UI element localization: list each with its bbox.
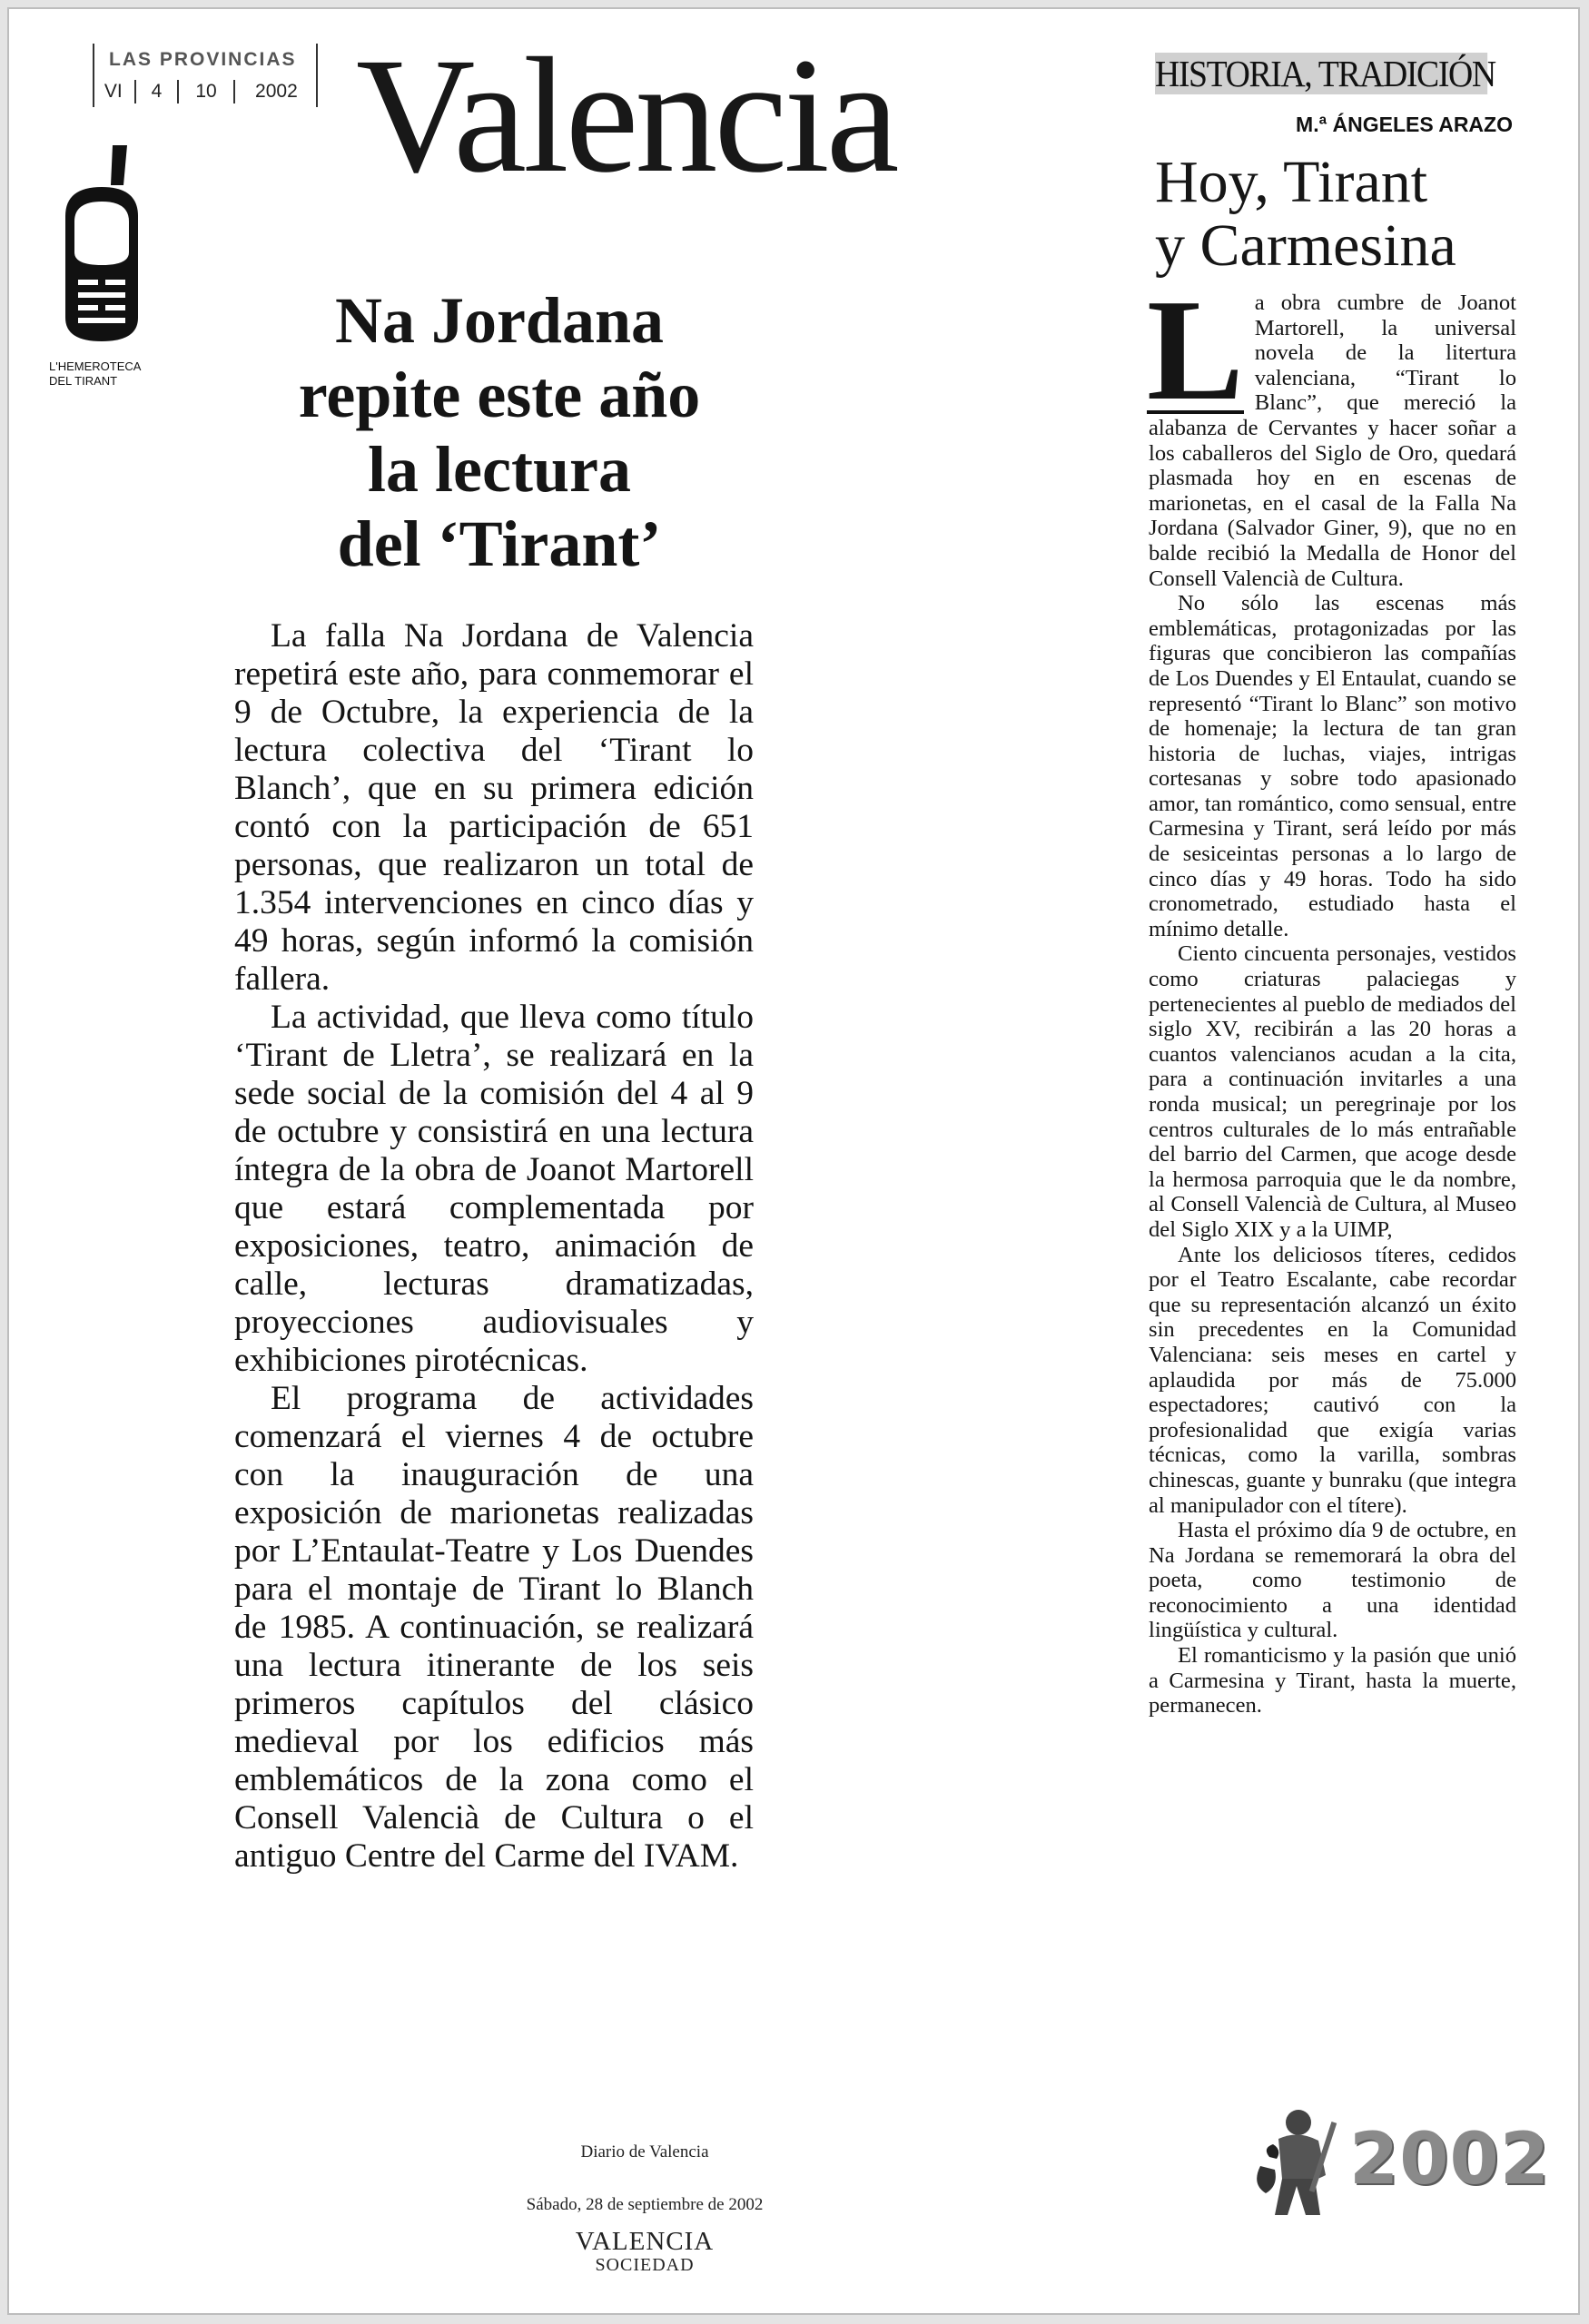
right-article-body	[1147, 269, 1516, 1718]
article-paragraph: No sólo las escenas más emblemáticas, protagonizadas por las figuras que concibieron las compañías de Los Duendes y El Entaulat, cuando se representó “Tirant lo Blanc” son motivo de homenaje; la lectura de tan gran historia de luchas, viajes, intrigas cortesanas y sobre todo apasionado amor, tan romántico, como sensual, entre Carmesina y Tirant, será leído por más de sesiceintas personas a lo largo de cinco días y 49 horas. Todo ha sido cronometrado, estudiado hasta el mínimo detalle.	[1149, 591, 1516, 941]
headline-line: repite este año	[298, 359, 701, 431]
article-paragraph: Ante los deliciosos títeres, cedidos por el Teatro Escalante, cabe recordar que su representación alcanzó un éxito sin precedentes en la Comunidad Valenciana: seis meses en cartel y aplaudida por más de 75.000 espectadores; cautivó con la profesionalidad que exigía varias técnicas, como la varilla, sombras chinescas, guante y bunraku (que integra al manipulador con el títere).	[1149, 1242, 1516, 1518]
article-paragraph: El romanticismo y la pasión que unió a Carmesina y Tirant, hasta la muerte, permanecen.	[1149, 1643, 1516, 1718]
article-paragraph: Ciento cincuenta personajes, vestidos como criaturas palaciegas y pertenecientes al pueblo de mediados del siglo XV, recibirán a las 20 horas a cuantos valencianos acudan a la cita, para a continuación invitarles a una ronda musical; un peregrinaje por los centros culturales de lo más entrañable del barrio del Carmen, que acoge desde la hermosa parroquia que le da nombre, al Consell Valencià de Cultura, al Museo del Siglo XIX y a la UIMP,	[1149, 941, 1516, 1242]
footer-city: VALENCIA	[575, 2227, 715, 2256]
drop-cap: L	[1147, 269, 1244, 430]
footer-date: Sábado, 28 de septiembre de 2002	[526, 2195, 764, 2214]
article-paragraph: La falla Na Jordana de Valencia repetirá este año, para conmemorar el 9 de Octubre, la experiencia de la lectura colectiva del ‘Tirant lo Blanch’, que en su primera edición contó con la participación de 651 personas, que realizaron un total de 1.354 intervenciones en cinco días y 49 horas, según informó la comisión fallera.	[234, 617, 754, 998]
headline-line: y Carmesina	[1155, 212, 1456, 279]
section-title: Valencia	[356, 25, 896, 207]
clipping-footer	[445, 2142, 844, 2276]
logo-caption-line-1: L'HEMEROTECA	[49, 359, 142, 373]
headline-line: del ‘Tirant’	[337, 507, 662, 580]
dateline-day: 4	[134, 80, 178, 103]
logo-caption	[49, 359, 185, 389]
year-badge	[1242, 2102, 1560, 2221]
right-column-rubric: HISTORIA, TRADICIÓN	[1155, 53, 1495, 94]
first-paragraph-text: a obra cumbre de Joanot Martorell, la universal novela de la litertura valenciana, “Tirant lo Blanc”, que mereció la alabanza de Cervantes y hacer soñar a los caballeros del Siglo de Oro, quedará plasmada hoy en en escenas de marionetas, en el casal de la Falla Na Jordana (Salvador Giner, 9), que no en balde recibió la Medalla de Honor del Consell Valencià de Cultura.	[1149, 290, 1516, 591]
dateline-box	[93, 44, 318, 107]
left-article-headline	[209, 283, 790, 581]
dateline-year: 2002	[233, 80, 318, 103]
right-article-byline: M.ª ÁNGELES ARAZO	[1296, 113, 1513, 136]
headline-line: la lectura	[368, 433, 631, 506]
footer-section: SOCIEDAD	[595, 2255, 695, 2275]
footer-source: Diario de Valencia	[580, 2142, 709, 2162]
logo-caption-line-2: DEL TIRANT	[49, 374, 118, 388]
dateline-month: 10	[177, 80, 233, 103]
article-paragraph	[1147, 269, 1516, 591]
article-paragraph: La actividad, que lleva como título ‘Tirant de Lletra’, se realizará en la sede social de la comisión del 4 al 9 de octubre y consistirá en una lectura íntegra de la obra de Joanot Martorell que estará complementada por exposiciones, teatro, animación de calle, lecturas dramatizadas, proyecciones audiovisuales y exhibiciones pirotécnicas.	[234, 999, 754, 1379]
year-badge-text: 2002	[1349, 2119, 1551, 2201]
knight-figure-icon	[1242, 2102, 1351, 2221]
left-article-body	[234, 617, 754, 1876]
headline-line: Na Jordana	[334, 284, 665, 357]
dateline-day-code: VI	[104, 81, 123, 102]
newspaper-clipping	[7, 7, 1580, 2315]
newspaper-name: LAS PROVINCIAS	[109, 49, 297, 70]
article-paragraph: El programa de actividades comenzará el viernes 4 de octubre con la inauguración de una exposición de marionetas realizadas por L’Entaulat-Teatre y Los Duendes para el montaje de Tirant lo Blanch de 1985. A continuación, se realizará una lectura itinerante de los seis primeros capítulos del clásico medieval por los edificios más emblemáticos de la zona como el Consell Valencià de Cultura o el antiguo Centre del Carme del IVAM.	[234, 1380, 754, 1875]
hemeroteca-logo-icon	[56, 145, 147, 354]
right-article-headline	[1155, 151, 1527, 278]
dateline-date-row	[93, 80, 318, 103]
headline-line: Hoy, Tirant	[1155, 149, 1428, 215]
article-paragraph: Hasta el próximo día 9 de octubre, en Na Jordana se rememorará la obra del poeta, como testimonio de reconocimiento a una identidad lingüística y cultural.	[1149, 1518, 1516, 1643]
